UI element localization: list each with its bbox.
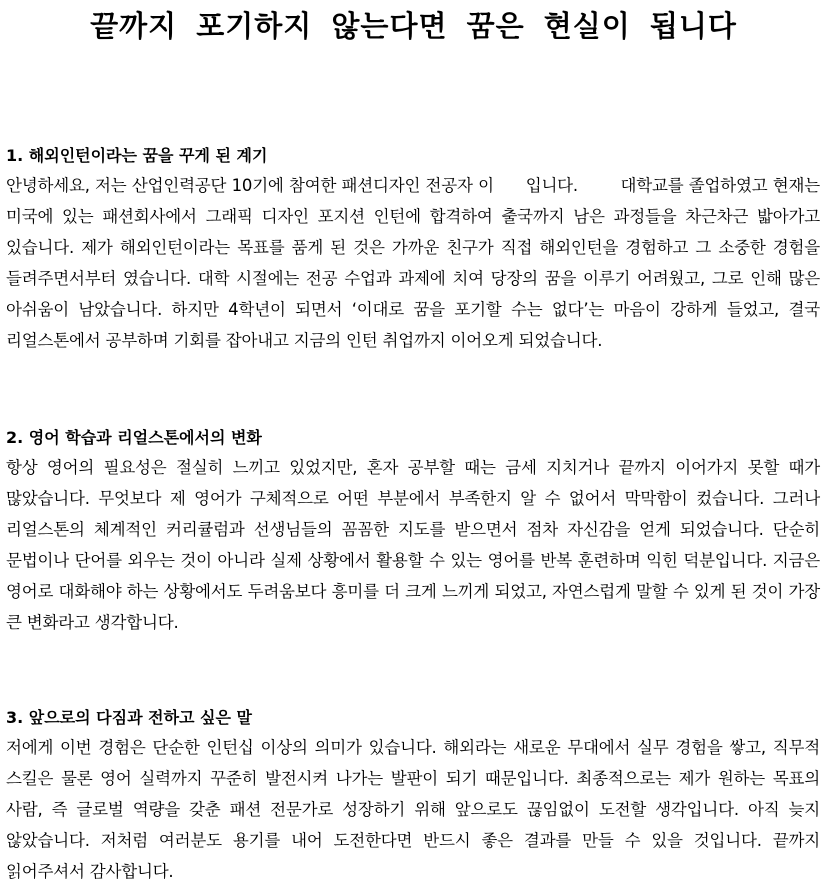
section-resolution: [6, 704, 820, 887]
page-title: 끝까지 포기하지 않는다면 꿈은 현실이 됩니다: [90, 9, 737, 43]
section-body: 안녕하세요, 저는 산업인력공단 10기에 참여한 패션디자인 전공자 이 입니다. 대학교를 졸업하였고 현재는 미국에 있는 패션회사에서 그래픽 디자인 포지션 인턴에 합격하여 출국까지 남은 과정들을 차근차근 밟아가고 있습니다. 제가 해외인턴이라는 목표를 품게 된 것은 가까운 친구가 직접 해외인턴을 경험하고 그 소중한 경험을 들려주면서부터 였습니다. 대학 시절에는 전공 수업과 과제에 치여 당장의 꿈을 이루기 어려웠고, 그로 인해 많은 아쉬움이 남았습니다. 하지만 4학년이 되면서 ‘이대로 꿈을 포기할 수는 없다’는 마음이 강하게 들었고, 결국 리얼스톤에서 공부하며 기회를 잡아내고 지금의 인턴 취업까지 이어오게 되었습니다.: [6, 176, 826, 350]
section-heading: 3. 앞으로의 다짐과 전하고 싶은 말: [6, 708, 252, 727]
section-english-learning: [6, 424, 820, 638]
section-body: 저에게 이번 경험은 단순한 인턴십 이상의 의미가 있습니다. 해외라는 새로운 무대에서 실무 경험을 쌓고, 직무적 스킬은 물론 영어 실력까지 꾸준히 발전시켜 나가는 발판이 되기 때문입니다. 최종적으로는 제가 원하는 목표의 사람, 즉 글로벌 역량을 갖춘 패션 전문가로 성장하기 위해 앞으로도 끊임없이 도전할 생각입니다. 아직 늦지 않았습니다. 저처럼 여러분도 용기를 내어 도전한다면 반드시 좋은 결과를 만들 수 있을 것입니다. 끝까지 읽어주셔서 감사합니다.: [6, 738, 820, 881]
section-heading: 1. 해외인턴이라는 꿈을 꾸게 된 계기: [6, 146, 268, 165]
section-heading: 2. 영어 학습과 리얼스톤에서의 변화: [6, 428, 262, 447]
section-motivation: [6, 142, 826, 356]
section-body: 항상 영어의 필요성은 절실히 느끼고 있었지만, 혼자 공부할 때는 금세 지치거나 끝까지 이어가지 못할 때가 많았습니다. 무엇보다 제 영어가 구체적으로 어떤 부분에서 부족한지 알 수 없어서 막막함이 컸습니다. 그러나 리얼스톤의 체계적인 커리큘럼과 선생님들의 꼼꼼한 지도를 받으면서 점차 자신감을 얻게 되었습니다. 단순히 문법이나 단어를 외우는 것이 아니라 실제 상황에서 활용할 수 있는 영어를 반복 훈련하며 익힌 덕분입니다. 지금은 영어로 대화해야 하는 상황에서도 두려움보다 흥미를 더 크게 느끼게 되었고, 자연스럽게 말할 수 있게 된 것이 가장 큰 변화라고 생각합니다.: [6, 458, 820, 632]
